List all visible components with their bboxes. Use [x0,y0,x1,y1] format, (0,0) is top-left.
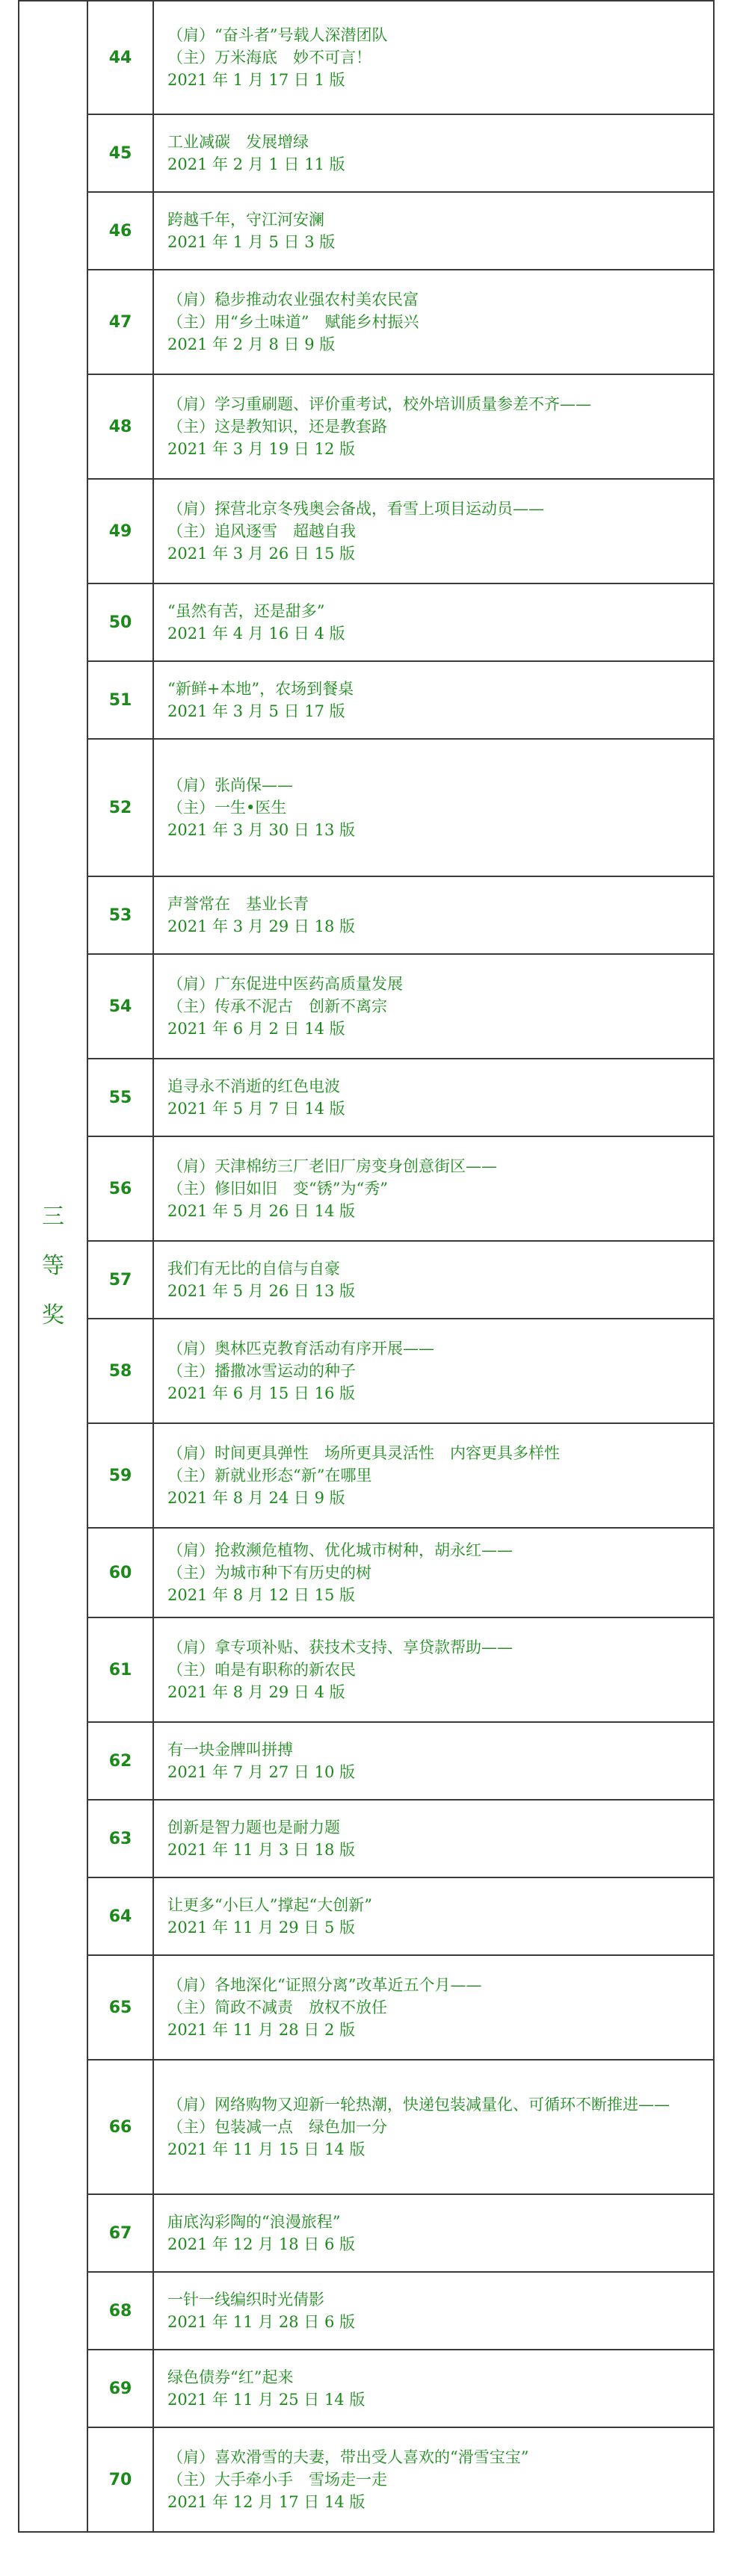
entry-title-line: （肩）张尚保—— [167,776,293,794]
entry-number: 70 [87,2427,153,2532]
entry-title-line: （主）修旧如旧 变“锈”为“秀” [167,1180,388,1198]
table-row [19,479,714,583]
entry-title-line: 我们有无比的自信与自豪 [167,1260,340,1278]
table-row [19,2194,714,2272]
entry-details [153,1059,714,1136]
entry-date: 2021 年 8 月 29 日 4 版 [167,1683,345,1701]
entry-date: 2021 年 11 月 15 日 14 版 [167,2140,366,2158]
entry-details [153,739,714,876]
entry-number: 63 [87,1800,153,1877]
entry-date: 2021 年 6 月 2 日 14 版 [167,1020,345,1038]
table-row [19,2060,714,2194]
entry-title-line: （主）这是教知识，还是教套路 [167,418,387,436]
entry-title-line: “新鲜+本地”，农场到餐桌 [167,680,354,698]
table-row [19,1319,714,1423]
entry-number: 50 [87,583,153,661]
entry-title-line: 有一块金牌叫拼搏 [167,1741,293,1759]
entry-number: 55 [87,1059,153,1136]
table-row [19,1800,714,1877]
entry-title-line: （肩）喜欢滑雪的夫妻，带出受人喜欢的“滑雪宝宝” [167,2448,529,2466]
entry-title-line: 声誉常在 基业长青 [167,895,309,913]
entry-number: 45 [87,114,153,192]
entry-title-line: （主）万米海底 妙不可言！ [167,49,371,66]
entry-number: 46 [87,192,153,270]
entry-date: 2021 年 2 月 1 日 11 版 [167,155,345,173]
entry-details [153,1877,714,1955]
awards-table-body [19,1,714,2532]
table-row [19,1136,714,1241]
entry-number: 59 [87,1423,153,1528]
table-row [19,876,714,954]
entry-number: 49 [87,479,153,583]
entry-details [153,1722,714,1800]
entry-title-line: 工业减碳 发展增绿 [167,133,309,151]
entry-title-line: 庙底沟彩陶的“浪漫旅程” [167,2213,341,2231]
table-row [19,1,714,114]
entry-details [153,1241,714,1319]
entry-title-line: （主）追风逐雪 超越自我 [167,522,356,540]
award-category-cell [19,1,87,2532]
entry-date: 2021 年 1 月 17 日 1 版 [167,71,345,89]
entry-details [153,1319,714,1423]
entry-details [153,876,714,954]
entry-title-line: 一针一线编织时光倩影 [167,2291,324,2309]
entry-title-line: （主）用“乡土味道” 赋能乡村振兴 [167,313,419,331]
entry-number: 62 [87,1722,153,1800]
entry-title-line: （肩）抢救濒危植物、优化城市树种，胡永红—— [167,1541,513,1559]
entry-date: 2021 年 3 月 30 日 13 版 [167,821,355,839]
table-row [19,739,714,876]
table-row [19,1241,714,1319]
entry-title-line: （肩）网络购物又迎新一轮热潮，快递包装减量化、可循环不断推进—— [167,2096,670,2114]
entry-title-line: （肩）时间更具弹性 场所更具灵活性 内容更具多样性 [167,1444,560,1462]
entry-date: 2021 年 3 月 26 日 15 版 [167,545,355,563]
table-row [19,2350,714,2427]
entry-details [153,2350,714,2427]
table-row [19,2272,714,2350]
entry-date: 2021 年 3 月 29 日 18 版 [167,917,355,935]
entry-number: 67 [87,2194,153,2272]
entry-number: 65 [87,1955,153,2060]
entry-date: 2021 年 11 月 28 日 2 版 [167,2021,355,2039]
entry-title-line: 创新是智力题也是耐力题 [167,1818,340,1836]
table-row [19,661,714,739]
table-row [19,192,714,270]
entry-details [153,374,714,479]
entry-number: 66 [87,2060,153,2194]
entry-details [153,661,714,739]
entry-number: 47 [87,270,153,374]
entry-number: 48 [87,374,153,479]
entry-title-line: 绿色债券“红”起来 [167,2368,294,2386]
table-row [19,114,714,192]
entry-details [153,1617,714,1722]
awards-table [18,0,715,2533]
entry-date: 2021 年 11 月 29 日 5 版 [167,1919,355,1936]
entry-date: 2021 年 11 月 3 日 18 版 [167,1841,355,1859]
entry-date: 2021 年 5 月 26 日 13 版 [167,1282,355,1300]
entry-number: 54 [87,954,153,1059]
entry-title-line: （主）大手牵小手 雪场走一走 [167,2471,387,2489]
entry-title-line: （肩）探营北京冬残奥会备战，看雪上项目运动员—— [167,500,544,518]
entry-date: 2021 年 7 月 27 日 10 版 [167,1763,355,1781]
entry-title-line: “虽然有苦，还是甜多” [167,602,325,620]
entry-details [153,1423,714,1528]
entry-details [153,2060,714,2194]
entry-title-line: （肩）天津棉纺三厂老旧厂房变身创意街区—— [167,1157,497,1175]
entry-title-line: （肩）学习重刷题、评价重考试，校外培训质量参差不齐—— [167,395,591,413]
entry-title-line: （肩）广东促进中医药高质量发展 [167,975,403,993]
entry-number: 68 [87,2272,153,2350]
award-category-label: 三 等 奖 [42,1204,64,1328]
entry-title-line: （主）包装减一点 绿色加一分 [167,2118,387,2136]
entry-title-line: （肩）各地深化“证照分离”改革近五个月—— [167,1976,482,1994]
entry-date: 2021 年 5 月 7 日 14 版 [167,1100,345,1118]
entry-details [153,114,714,192]
entry-number: 51 [87,661,153,739]
entry-title-line: （主）咱是有职称的新农民 [167,1661,356,1679]
entry-number: 56 [87,1136,153,1241]
entry-number: 58 [87,1319,153,1423]
entry-date: 2021 年 5 月 26 日 14 版 [167,1202,355,1220]
table-row [19,1059,714,1136]
entry-date: 2021 年 6 月 15 日 16 版 [167,1384,355,1402]
table-row [19,583,714,661]
entry-number: 69 [87,2350,153,2427]
entry-number: 60 [87,1528,153,1617]
entry-title-line: 追寻永不消逝的红色电波 [167,1077,340,1095]
entry-date: 2021 年 11 月 25 日 14 版 [167,2391,366,2409]
entry-date: 2021 年 8 月 24 日 9 版 [167,1489,345,1507]
table-row [19,2427,714,2532]
table-row [19,1617,714,1722]
entry-number: 52 [87,739,153,876]
entry-title-line: 让更多“小巨人”撑起“大创新” [167,1896,372,1914]
entry-number: 44 [87,1,153,114]
entry-date: 2021 年 12 月 18 日 6 版 [167,2235,355,2253]
entry-title-line: （肩）“奋斗者”号载人深潜团队 [167,26,388,44]
entry-number: 53 [87,876,153,954]
entry-details [153,1528,714,1617]
entry-title-line: （主）简政不减责 放权不放任 [167,1998,387,2016]
table-row [19,1877,714,1955]
entry-date: 2021 年 12 月 17 日 14 版 [167,2493,366,2511]
entry-title-line: （肩）稳步推动农业强农村美农民富 [167,291,419,309]
entry-number: 57 [87,1241,153,1319]
table-row [19,270,714,374]
entry-details [153,1136,714,1241]
entry-details [153,192,714,270]
entry-title-line: 跨越千年，守江河安澜 [167,211,324,229]
table-row [19,374,714,479]
entry-details [153,1800,714,1877]
entry-title-line: （主）为城市种下有历史的树 [167,1564,371,1582]
entry-details [153,479,714,583]
entry-title-line: （肩）拿专项补贴、获技术支持、享贷款帮助—— [167,1638,513,1656]
entry-number: 61 [87,1617,153,1722]
entry-date: 2021 年 4 月 16 日 4 版 [167,625,345,643]
entry-date: 2021 年 3 月 19 日 12 版 [167,440,355,458]
entry-date: 2021 年 3 月 5 日 17 版 [167,702,345,720]
entry-date: 2021 年 11 月 28 日 6 版 [167,2313,355,2331]
table-row [19,1423,714,1528]
entry-date: 2021 年 1 月 5 日 3 版 [167,233,336,251]
entry-title-line: （主）新就业形态“新”在哪里 [167,1467,372,1484]
table-row [19,1528,714,1617]
entry-details [153,1,714,114]
table-row [19,954,714,1059]
entry-date: 2021 年 2 月 8 日 9 版 [167,335,336,353]
entry-details [153,2272,714,2350]
entry-title-line: （主）播撒冰雪运动的种子 [167,1362,356,1380]
entry-number: 64 [87,1877,153,1955]
entry-details [153,1955,714,2060]
table-row [19,1955,714,2060]
entry-title-line: （肩）奥林匹克教育活动有序开展—— [167,1340,434,1357]
table-row [19,1722,714,1800]
entry-details [153,954,714,1059]
entry-title-line: （主）一生•医生 [167,799,287,817]
entry-title-line: （主）传承不泥古 创新不离宗 [167,997,387,1015]
entry-details [153,2194,714,2272]
entry-details [153,2427,714,2532]
entry-date: 2021 年 8 月 12 日 15 版 [167,1586,355,1604]
entry-details [153,270,714,374]
entry-details [153,583,714,661]
